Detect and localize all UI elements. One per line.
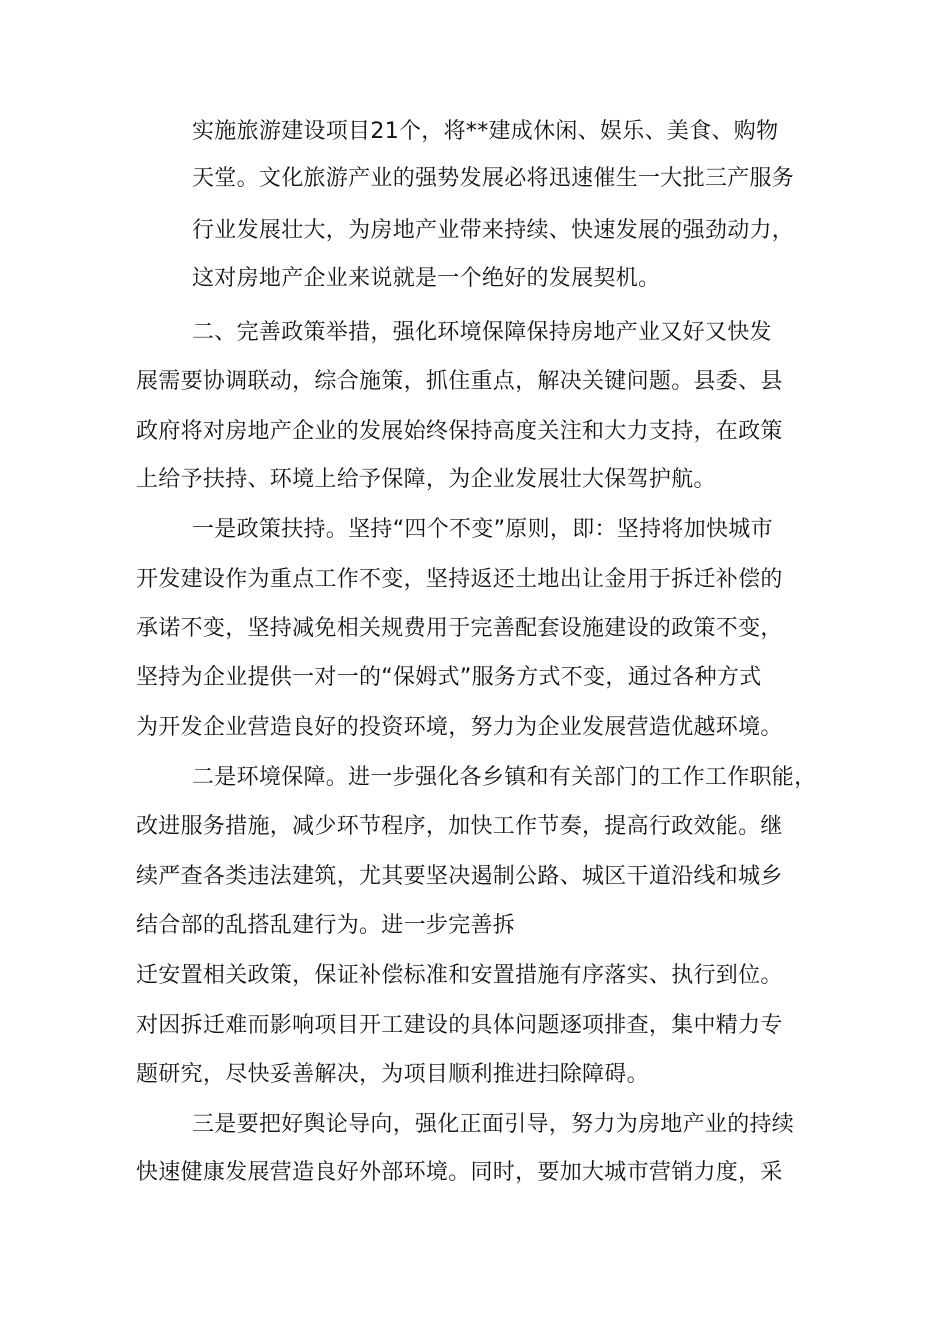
text-line: 行业发展壮大，为房地产业带来持续、快速发展的强劲动力，: [192, 218, 795, 243]
text-line: 天堂。文化旅游产业的强势发展必将迅速催生一大批三产服务: [192, 166, 795, 191]
text-line: 上给予扶持、环境上给予保障，为企业发展壮大保驾护航。: [136, 467, 716, 492]
text-line: 题研究，尽快妥善解决，为项目顺利推进扫除障碍。: [136, 1062, 649, 1087]
text-line: 改进服务措施，减少环节程序，加快工作节奏，提高行政效能。继: [136, 814, 783, 839]
text-line: 展需要协调联动，综合施策，抓住重点，解决关键问题。县委、县: [136, 369, 783, 394]
text-line: 开发建设作为重点工作不变，坚持返还土地出让金用于拆迁补偿的: [136, 567, 783, 592]
text-line: 对因拆迁难而影响项目开工建设的具体问题逐项排查，集中精力专: [136, 1013, 783, 1038]
text-line: 二、完善政策举措，强化环境保障保持房地产业又好又快发: [192, 320, 772, 345]
text-line: 三是要把好舆论导向，强化正面引导，努力为房地产业的持续: [192, 1112, 795, 1137]
text-line: 续严查各类违法建筑，尤其要坚决遏制公路、城区干道沿线和城乡: [136, 864, 783, 889]
text-line: 为开发企业营造良好的投资环境，努力为企业发展营造优越环境。: [136, 715, 783, 740]
text-line: 快速健康发展营造良好外部环境。同时，要加大城市营销力度，采: [136, 1160, 783, 1185]
text-line: 承诺不变，坚持减免相关规费用于完善配套设施建设的政策不变，: [136, 616, 783, 641]
text-line: 实施旅游建设项目21个，将**建成休闲、娱乐、美食、购物: [192, 119, 779, 144]
text-line: 二是环境保障。进一步强化各乡镇和有关部门的工作工作职能，: [192, 765, 817, 790]
text-line: 结合部的乱搭乱建行为。进一步完善拆: [136, 913, 516, 938]
text-line: 政府将对房地产企业的发展始终保持高度关注和大力支持，在政策: [136, 419, 783, 444]
text-line: 这对房地产企业来说就是一个绝好的发展契机。: [192, 266, 661, 291]
text-line: 一是政策扶持。坚持“四个不变”原则，即：坚持将加快城市: [192, 517, 773, 542]
text-line: 迁安置相关政策，保证补偿标准和安置措施有序落实、执行到位。: [136, 963, 783, 988]
text-line: 坚持为企业提供一对一的“保姆式”服务方式不变，通过各种方式: [136, 665, 762, 690]
